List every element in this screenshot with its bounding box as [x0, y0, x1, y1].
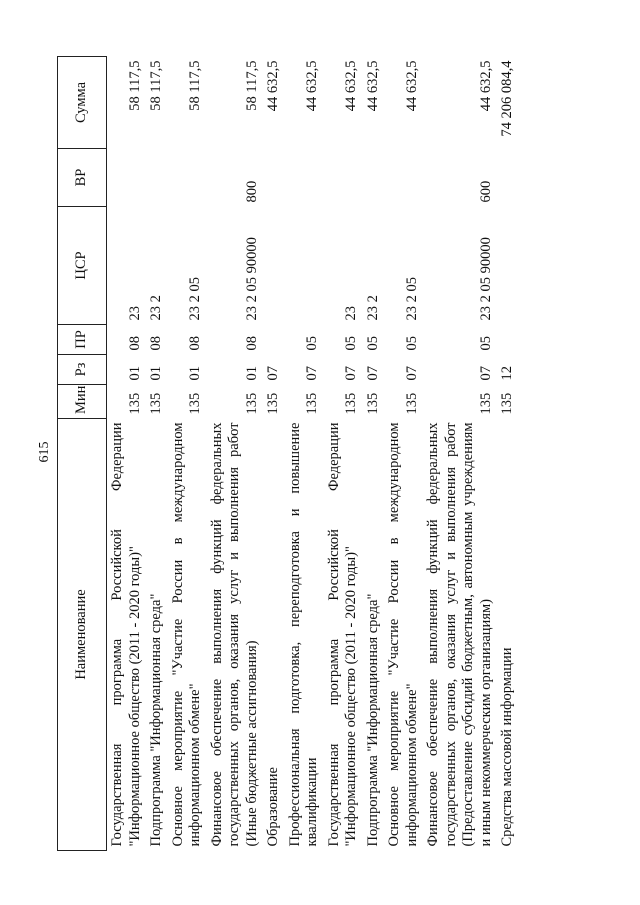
cell-sum: 58 117,5 [126, 60, 143, 111]
table-row [285, 57, 324, 851]
cell-csr: 23 2 05 90000 [243, 237, 260, 321]
cell-vr [146, 149, 168, 207]
table-row [168, 57, 207, 851]
header-vr: ВР [58, 149, 107, 207]
cell-min: 135 [403, 392, 420, 415]
cell-name: Государственная программа Российской Федерации "Информационное общество (2011 - 2020 годы)" [325, 422, 359, 847]
cell-rz: 07 [343, 366, 359, 381]
cell-rz: 01 [148, 366, 164, 381]
cell-csr: 23 2 05 [187, 277, 203, 321]
cell-csr: 23 2 05 [403, 277, 420, 321]
table-row [107, 57, 147, 851]
cell-vr [168, 149, 207, 207]
cell-name: Подпрограмма "Информационная среда" [148, 593, 164, 847]
cell-pr: 05 [364, 336, 381, 351]
table-row [384, 57, 423, 851]
cell-min: 135 [148, 392, 164, 415]
cell-min: 135 [187, 392, 203, 415]
cell-min: 135 [126, 392, 143, 415]
cell-min: 135 [499, 392, 515, 415]
cell-rz: 01 [243, 366, 260, 381]
cell-csr: 23 [343, 306, 359, 321]
table-header-row [58, 57, 107, 851]
page-number: 615 [37, 441, 52, 463]
cell-sum: 44 632,5 [364, 60, 381, 112]
cell-sum: 44 632,5 [265, 60, 281, 112]
cell-name: Основное мероприятие "Участие России в международном информационном обмене" [169, 422, 203, 847]
cell-vr [324, 149, 363, 207]
cell-min: 135 [477, 392, 494, 415]
table-row [363, 57, 385, 851]
cell-name: Финансовое обеспечение выполнения функций федеральных государственных органов, оказания услуг и выполнения работ (Предоставление субсидий бюджетным, автономным учреждениям и иным некоммерческим организациям) [425, 422, 494, 847]
cell-rz: 01 [126, 366, 143, 381]
cell-csr: 23 2 [148, 295, 164, 321]
table-row [497, 57, 523, 851]
cell-name: Средства массовой информации [499, 647, 515, 847]
cell-pr: 08 [187, 336, 203, 351]
cell-pr [497, 325, 523, 355]
cell-name: Основное мероприятие "Участие России в международном информационном обмене" [386, 422, 420, 847]
cell-vr: 600 [477, 180, 494, 203]
cell-pr: 08 [126, 336, 143, 351]
cell-sum: 44 632,5 [477, 60, 494, 112]
cell-vr [285, 149, 324, 207]
cell-name: Подпрограмма "Информационная среда" [364, 593, 381, 847]
cell-rz: 07 [364, 366, 381, 381]
cell-csr [497, 207, 523, 325]
cell-csr [285, 207, 324, 325]
cell-csr: 23 2 [364, 295, 381, 321]
cell-name: Финансовое обеспечение выполнения функций федеральных государственных органов, оказания услуг и выполнения работ (Иные бюджетные ассигнования) [208, 422, 260, 847]
cell-name: Профессиональная подготовка, переподготовка и повышение квалификации [286, 422, 320, 847]
cell-csr: 23 2 05 90000 [477, 237, 494, 321]
cell-csr: 23 [126, 306, 143, 321]
cell-pr [263, 325, 285, 355]
cell-min: 135 [304, 392, 320, 415]
cell-sum: 44 632,5 [403, 60, 420, 112]
cell-sum: 44 632,5 [304, 60, 320, 112]
header-min: Мин [58, 385, 107, 419]
cell-vr [497, 149, 523, 207]
header-name: Наименование [58, 419, 107, 851]
cell-rz: 12 [499, 366, 515, 381]
header-pr: ПР [58, 325, 107, 355]
cell-sum: 58 117,5 [148, 60, 164, 111]
cell-rz: 07 [265, 366, 281, 381]
cell-pr: 05 [343, 336, 359, 351]
cell-pr: 08 [243, 336, 260, 351]
cell-pr: 08 [148, 336, 164, 351]
table-row [146, 57, 168, 851]
header-rz: Рз [58, 355, 107, 385]
cell-min: 135 [343, 392, 359, 415]
header-csr: ЦСР [58, 207, 107, 325]
cell-vr [107, 149, 147, 207]
cell-rz: 07 [403, 366, 420, 381]
cell-sum: 44 632,5 [343, 60, 359, 112]
budget-table [57, 56, 523, 851]
cell-min: 135 [364, 392, 381, 415]
cell-rz: 01 [187, 366, 203, 381]
cell-pr: 05 [477, 336, 494, 351]
table-row [324, 57, 363, 851]
table-row [263, 57, 285, 851]
cell-name: Образование [265, 767, 281, 847]
cell-pr: 05 [304, 336, 320, 351]
cell-vr: 800 [243, 180, 260, 203]
budget-table-sheet [57, 57, 585, 851]
cell-min: 135 [243, 392, 260, 415]
cell-vr [263, 149, 285, 207]
cell-pr: 05 [403, 336, 420, 351]
cell-vr [384, 149, 423, 207]
header-sum: Сумма [58, 57, 107, 149]
cell-name: Государственная программа Российской Федерации "Информационное общество (2011 - 2020 годы)" [109, 422, 143, 847]
table-row [207, 57, 264, 851]
cell-rz: 07 [304, 366, 320, 381]
cell-vr [363, 149, 385, 207]
cell-sum: 58 117,5 [243, 60, 260, 111]
cell-rz: 07 [477, 366, 494, 381]
table-row [423, 57, 497, 851]
cell-sum: 74 206 084,4 [499, 60, 515, 137]
cell-sum: 58 117,5 [187, 60, 203, 111]
cell-csr [263, 207, 285, 325]
cell-min: 135 [265, 392, 281, 415]
